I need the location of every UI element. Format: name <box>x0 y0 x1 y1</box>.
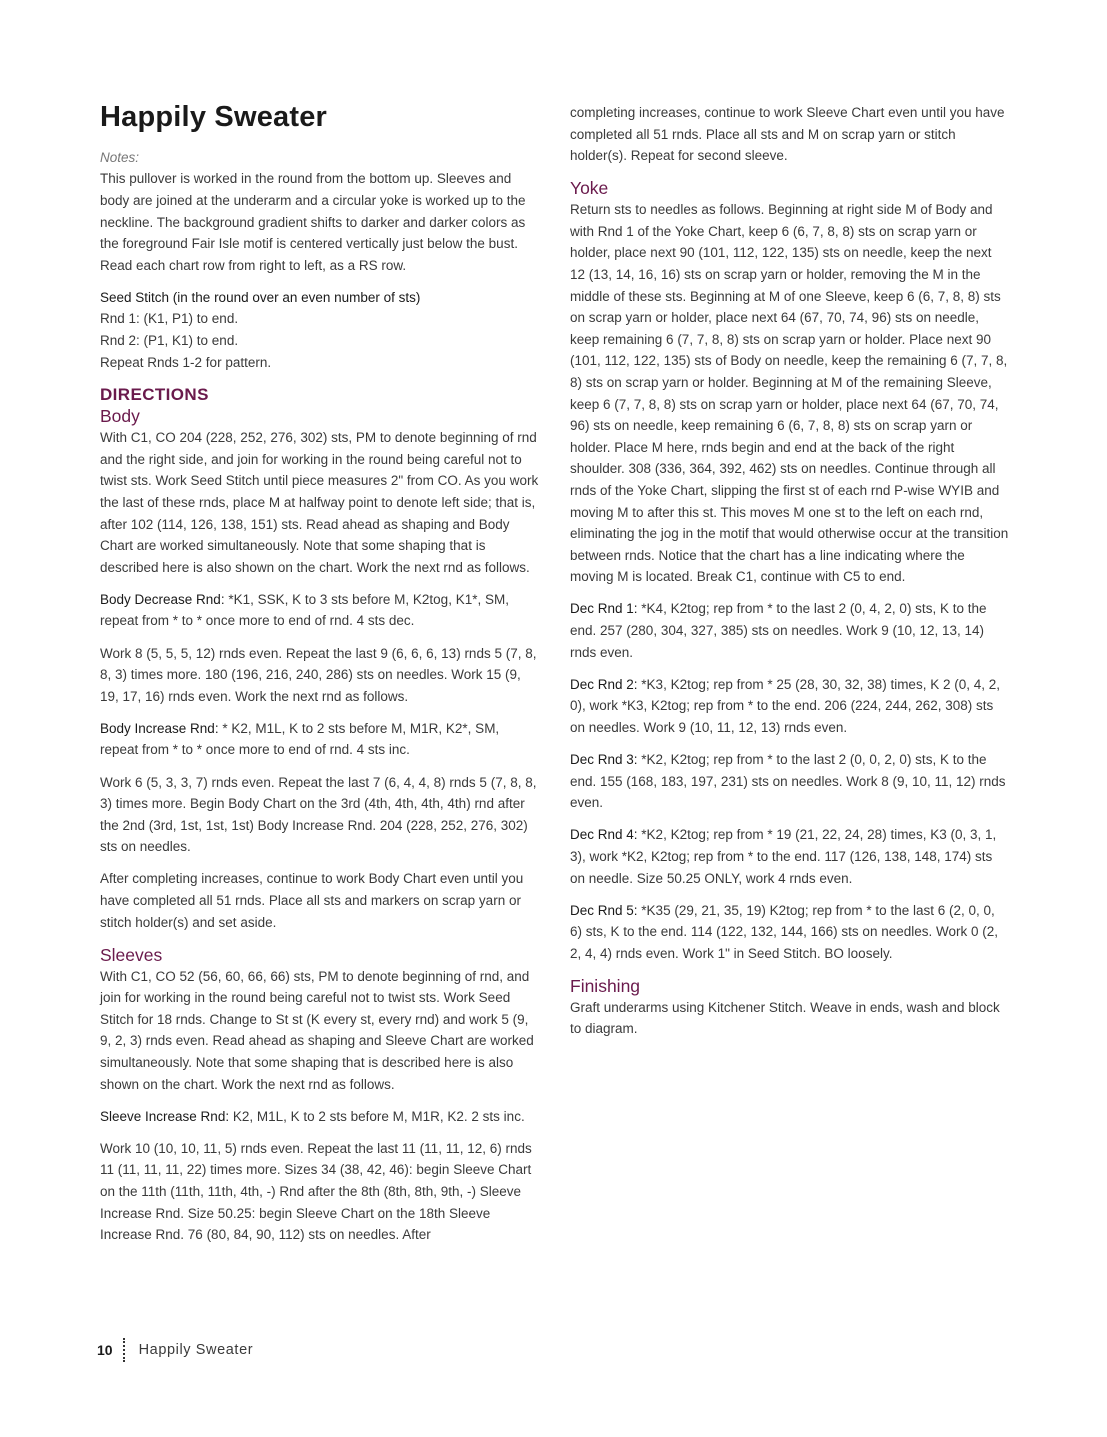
body-decrease-label: Body Decrease Rnd: <box>100 591 225 607</box>
page-number: 10 <box>97 1342 113 1358</box>
dec-rnd-3 <box>570 749 1010 814</box>
yoke-paragraph-1: Return sts to needles as follows. Beginning at right side M of Body and with Rnd 1 of the Yoke Chart, keep 6 (6, 7, 8, 8) sts on scrap yarn or holder, place next 90 (101, 112, 122, 135) sts on needle, keep the next 12 (13, 14, 16, 16) sts on scrap yarn or holder, removing the M in the middle of these sts. Beginning at M of one Sleeve, keep 6 (6, 7, 8, 8) sts on scrap yarn or holder, place next 64 (67, 70, 74, 96) sts on needle, keep remaining 6 (7, 7, 8, 8) sts on scrap yarn or holder. Place next 90 (101, 112, 122, 135) sts of Body on needle, keep the remaining 6 (7, 7, 8, 8) sts on scrap yarn or holder. Beginning at M of the remaining Sleeve, keep 6 (7, 7, 8, 8) sts on scrap yarn or holder, place next 64 (67, 70, 74, 96) sts on needle, keep remaining 6 (6, 7, 8, 8) sts on scrap yarn or holder. Place M here, rnds begin and end at the back of the right shoulder. 308 (336, 364, 392, 462) sts on needles. Continue through all rnds of the Yoke Chart, slipping the first st of each rnd P-wise WYIB and moving M to after this st. This moves M one st to the left on each rnd, eliminating the jog in the motif that would otherwise occur at the transition between rnds. Notice that the chart has a line indicating where the moving M is located. Break C1, continue with C5 to end. <box>570 202 1009 585</box>
dec-rnd-5 <box>570 900 1010 965</box>
body-paragraph-3: Work 6 (5, 3, 3, 7) rnds even. Repeat the last 7 (6, 4, 4, 8) rnds 5 (7, 8, 8, 3) times more. Begin Body Chart on the 3rd (4th, 4th, 4th, 4th) rnd after the 2nd (3rd, 1st, 1st, 1st) Body Increase Rnd. 204 (228, 252, 276, 302) sts on needles. <box>100 774 537 855</box>
directions-heading: DIRECTIONS <box>100 385 209 405</box>
sleeves-paragraph-2: Work 10 (10, 10, 11, 5) rnds even. Repeat the last 11 (11, 11, 12, 6) rnds 11 (11, 11, 11, 22) times more. Sizes 34 (38, 42, 46): begin Sleeve Chart on the 11th (11th, 11th, 4th, -) Rnd after the 8th (8th, 8th, 9th, -) Sleeve Increase Rnd. Size 50.25: begin Sleeve Chart on the 18th Sleeve Increase Rnd. 76 (80, 84, 90, 112) sts on needles. After <box>100 1140 532 1243</box>
body-heading: Body <box>100 406 140 427</box>
page-title: Happily Sweater <box>100 101 328 133</box>
body-increase-text: * K2, M1L, K to 2 sts before M, M1R, K2*, SM, repeat from * to * once more to end of rnd. 4 sts inc. <box>100 720 500 758</box>
sleeve-increase-label: Sleeve Increase Rnd: <box>100 1108 230 1124</box>
footer-title: Happily Sweater <box>138 1342 254 1358</box>
finishing-paragraph: Graft underarms using Kitchener Stitch. Weave in ends, wash and block to diagram. <box>570 999 1000 1037</box>
sleeves-paragraph-2-continued: completing increases, continue to work Sleeve Chart even until you have completed all 51 rnds. Place all sts and M on scrap yarn or stitch holder(s). Repeat for second sleeve. <box>570 105 1005 164</box>
sleeve-increase-text: K2, M1L, K to 2 sts before M, M1R, K2. 2 sts inc. <box>229 1108 525 1124</box>
dec-rnd-2-label: Dec Rnd 2: <box>570 676 638 692</box>
dec-rnd-1-label: Dec Rnd 1: <box>570 601 638 617</box>
dec-rnd-5-label: Dec Rnd 5: <box>570 902 638 918</box>
page-footer <box>97 1337 253 1363</box>
seed-stitch-rnd1: Rnd 1: (K1, P1) to end. <box>100 311 239 327</box>
sleeves-paragraph-1: With C1, CO 52 (56, 60, 66, 66) sts, PM to denote beginning of rnd, and join for working in the round being careful not to twist sts. Work Seed Stitch for 18 rnds. Change to St st (K every st, every rnd) and work 5 (9, 9, 2, 3) rnds even. Read ahead as shaping and Sleeve Chart are worked simultaneously. Note that some shaping that is described here is also shown on the chart. Work the next rnd as follows. <box>100 968 534 1092</box>
dec-rnd-1-text: *K4, K2tog; rep from * to the last 2 (0, 4, 2, 0) sts, K to the end. 257 (280, 304, 327, 385) sts on needles. Work 9 (10, 12, 13, 14) rnds even. <box>570 601 987 660</box>
notes-label: Notes: <box>100 149 140 165</box>
body-paragraph-4: After completing increases, continue to work Body Chart even until you have completed all 51 rnds. Place all sts and markers on scrap yarn or stitch holder(s) and set aside. <box>100 871 524 930</box>
body-increase-label: Body Increase Rnd: <box>100 720 219 736</box>
body-paragraph-1: With C1, CO 204 (228, 252, 276, 302) sts, PM to denote beginning of rnd and the right side, and join for working in the round being careful not to twist sts. Work Seed Stitch until piece measures 2" from CO. As you work the last of these rnds, place M at halfway point to denote left side; that is, after 102 (114, 126, 138, 151) sts. Read ahead as shaping and Body Chart are worked simultaneously. Note that some shaping that is described here is also shown on the chart. Work the next rnd as follows. <box>100 430 539 575</box>
right-column <box>570 102 1010 1051</box>
dec-rnd-3-label: Dec Rnd 3: <box>570 752 638 768</box>
body-increase-rnd <box>100 718 540 761</box>
body-paragraph-2: Work 8 (5, 5, 5, 12) rnds even. Repeat the last 9 (6, 6, 6, 13) rnds 5 (7, 8, 8, 3) times more. 180 (196, 216, 240, 286) sts on needles. Work 15 (9, 19, 17, 16) rnds even. Work the next rnd as follows. <box>100 645 537 704</box>
yoke-heading: Yoke <box>570 178 609 199</box>
finishing-heading: Finishing <box>570 975 641 996</box>
dec-rnd-4-text: *K2, K2tog; rep from * 19 (21, 22, 24, 28) times, K3 (0, 3, 1, 3), work *K2, K2tog; rep from * to the end. 117 (126, 138, 148, 174) sts on needle. Size 50.25 ONLY, work 4 rnds even. <box>570 827 997 886</box>
sleeves-heading: Sleeves <box>100 944 163 965</box>
body-decrease-rnd <box>100 589 540 632</box>
notes-text: This pullover is worked in the round from the bottom up. Sleeves and body are joined at the underarm and a circular yoke is worked up to the neckline. The background gradient shifts to darker and darker colors as the foreground Fair Isle motif is centered vertically just below the bust. Read each chart row from right to left, as a RS row. <box>100 171 526 273</box>
seed-stitch-heading: Seed Stitch (in the round over an even number of sts) <box>100 289 421 305</box>
sleeve-increase-rnd <box>100 1106 540 1128</box>
seed-stitch-repeat: Repeat Rnds 1-2 for pattern. <box>100 354 272 370</box>
dec-rnd-2 <box>570 674 1010 739</box>
dec-rnd-1 <box>570 598 1010 663</box>
dec-rnd-3-text: *K2, K2tog; rep from * to the last 2 (0, 0, 2, 0) sts, K to the end. 155 (168, 183, 197, 231) sts on needles. Work 8 (9, 10, 11, 12) rnds even. <box>570 752 1006 811</box>
dec-rnd-5-text: *K35 (29, 21, 35, 19) K2tog; rep from * to the last 6 (2, 0, 0, 6) sts, K to the end. 114 (122, 132, 144, 166) sts on needles. Work 0 (2, 2, 4, 4) rnds even. Work 1" in Seed Stitch. BO loosely. <box>570 902 999 961</box>
footer-divider <box>123 1338 125 1362</box>
dec-rnd-2-text: *K3, K2tog; rep from * 25 (28, 30, 32, 38) times, K 2 (0, 4, 2, 0), work *K3, K2tog; rep from * to the end. 206 (224, 244, 262, 308) sts on needles. Work 9 (10, 11, 12, 13) rnds even. <box>570 676 1000 735</box>
dec-rnd-4 <box>570 824 1010 889</box>
body-decrease-text: *K1, SSK, K to 3 sts before M, K2tog, K1*, SM, repeat from * to * once more to end of rnd. 4 sts dec. <box>100 591 509 629</box>
dec-rnd-4-label: Dec Rnd 4: <box>570 827 638 843</box>
left-column <box>100 100 540 1256</box>
seed-stitch-rnd2: Rnd 2: (P1, K1) to end. <box>100 333 239 349</box>
